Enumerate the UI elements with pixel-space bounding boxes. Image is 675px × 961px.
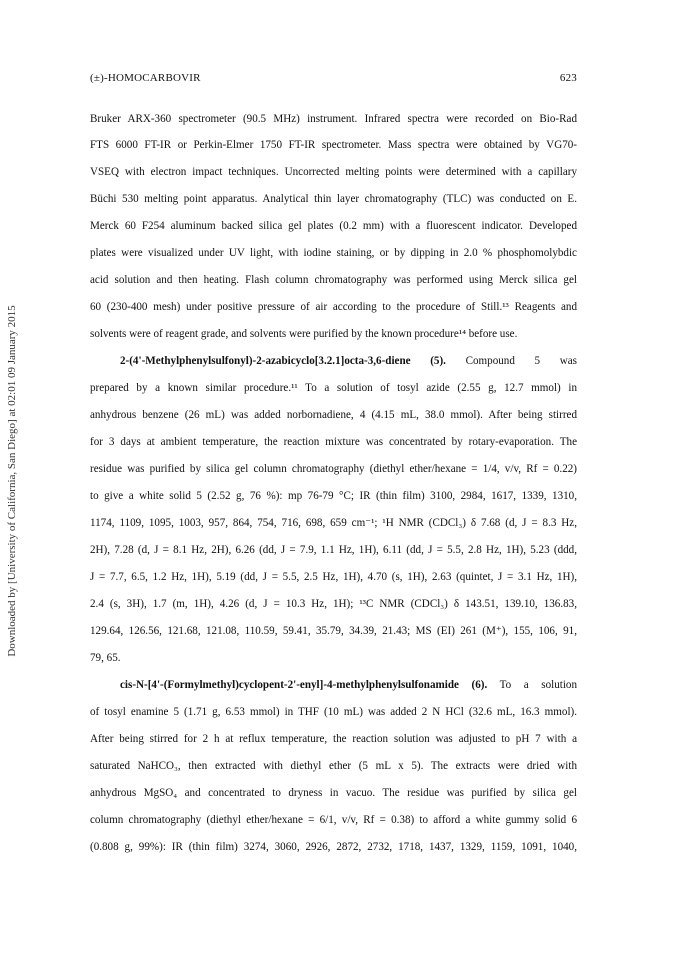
download-watermark — [0, 0, 24, 961]
body-line: 2H), 7.28 (d, J = 8.1 Hz, 2H), 6.26 (dd, J = 7.9, 1.1 Hz, 1H), 6.11 (dd, J = 5.5, 2.8 Hz, 1H), 5.23 (ddd, — [90, 544, 577, 556]
body-line: 2.4 (s, 3H), 1.7 (m, 1H), 4.26 (d, J = 10.3 Hz, 1H); ¹³C NMR (CDCl₃) δ 143.51, 139.10, 136.83, — [90, 598, 577, 610]
compound-6-heading-tail: To a solution — [499, 679, 577, 691]
body-line: solvents were of reagent grade, and solvents were purified by the known procedure¹⁴ before use. — [90, 328, 518, 340]
watermark-text: Downloaded by [University of California, San Diego] at 02:01 09 January 2015 — [6, 304, 18, 657]
body-line: 129.64, 126.56, 121.68, 121.08, 110.59, 59.41, 35.79, 34.39, 21.43; MS (EI) 261 (M⁺), 155, 106, 91, — [90, 625, 577, 637]
compound-5-heading-tail: Compound 5 was — [465, 355, 577, 367]
body-line: After being stirred for 2 h at reflux temperature, the reaction solution was adjusted to pH 7 with a — [90, 733, 577, 745]
compound-6-heading-line — [90, 678, 577, 692]
body-line: of tosyl enamine 5 (1.71 g, 6.53 mmol) in THF (10 mL) was added 2 N HCl (32.6 mL, 16.3 mmol). — [90, 706, 577, 718]
compound-5-heading-line — [90, 354, 577, 368]
body-line: anhydrous MgSO₄ and concentrated to dryness in vacuo. The residue was purified by silica gel — [90, 787, 577, 799]
body-line: VSEQ with electron impact techniques. Uncorrected melting points were determined with a capillary — [90, 166, 577, 178]
body-line: FTS 6000 FT-IR or Perkin-Elmer 1750 FT-IR spectrometer. Mass spectra were obtained by VG70- — [90, 139, 577, 151]
body-line: for 3 days at ambient temperature, the reaction mixture was concentrated by rotary-evaporation. The — [90, 436, 577, 448]
body-line: Bruker ARX-360 spectrometer (90.5 MHz) instrument. Infrared spectra were recorded on Bio-Rad — [90, 113, 577, 125]
body-line: J = 7.7, 6.5, 1.2 Hz, 1H), 5.19 (dd, J = 5.5, 2.5 Hz, 1H), 4.70 (s, 1H), 2.63 (quintet, J = 3.1 Hz, 1H), — [90, 571, 577, 583]
running-header — [90, 72, 577, 88]
body-line: saturated NaHCO₃, then extracted with diethyl ether (5 mL x 5). The extracts were dried with — [90, 760, 577, 772]
body-line: residue was purified by silica gel column chromatography (diethyl ether/hexane = 1/4, v/v, Rf = 0.22) — [90, 463, 577, 475]
body-line: plates were visualized under UV light, with iodine staining, or by dipping in 2.0 % phosphomolybdic — [90, 247, 577, 259]
page-number: 623 — [559, 72, 577, 84]
body-line: acid solution and then heating. Flash column chromatography was performed using Merck silica gel — [90, 274, 577, 286]
body-line: 1174, 1109, 1095, 1003, 957, 864, 754, 716, 698, 659 cm⁻¹; ¹H NMR (CDCl₃) δ 7.68 (d, J = 8.3 Hz, — [90, 517, 577, 529]
body-line: column chromatography (diethyl ether/hexane = 6/1, v/v, Rf = 0.38) to afford a white gummy solid 6 — [90, 814, 577, 826]
body-line: (0.808 g, 99%): IR (thin film) 3274, 3060, 2926, 2872, 2732, 1718, 1437, 1329, 1159, 1091, 1040, — [90, 841, 577, 853]
body-line: prepared by a known similar procedure.¹¹ To a solution of tosyl azide (2.55 g, 12.7 mmol) in — [90, 382, 577, 394]
compound-6-heading: cis-N-[4'-(Formylmethyl)cyclopent-2'-enyl]-4-methylphenylsulfonamide (6). — [120, 679, 488, 691]
compound-5-heading: 2-(4'-Methylphenylsulfonyl)-2-azabicyclo[3.2.1]octa-3,6-diene (5). — [120, 355, 446, 367]
body-line: Büchi 530 melting point apparatus. Analytical thin layer chromatography (TLC) was conducted on E. — [90, 193, 577, 205]
running-title: (±)-HOMOCARBOVIR — [90, 72, 201, 84]
body-line: 79, 65. — [90, 652, 121, 664]
body-line: anhydrous benzene (26 mL) was added norbornadiene, 4 (4.15 mL, 38.0 mmol). After being stirred — [90, 409, 577, 421]
body-line: Merck 60 F254 aluminum backed silica gel plates (0.2 mm) with a fluorescent indicator. Developed — [90, 220, 577, 232]
body-line: to give a white solid 5 (2.52 g, 76 %): mp 76-79 °C; IR (thin film) 3100, 2984, 1617, 1339, 1310, — [90, 490, 577, 502]
body-line: 60 (230-400 mesh) under positive pressure of air according to the procedure of Still.¹³ Reagents and — [90, 301, 577, 313]
